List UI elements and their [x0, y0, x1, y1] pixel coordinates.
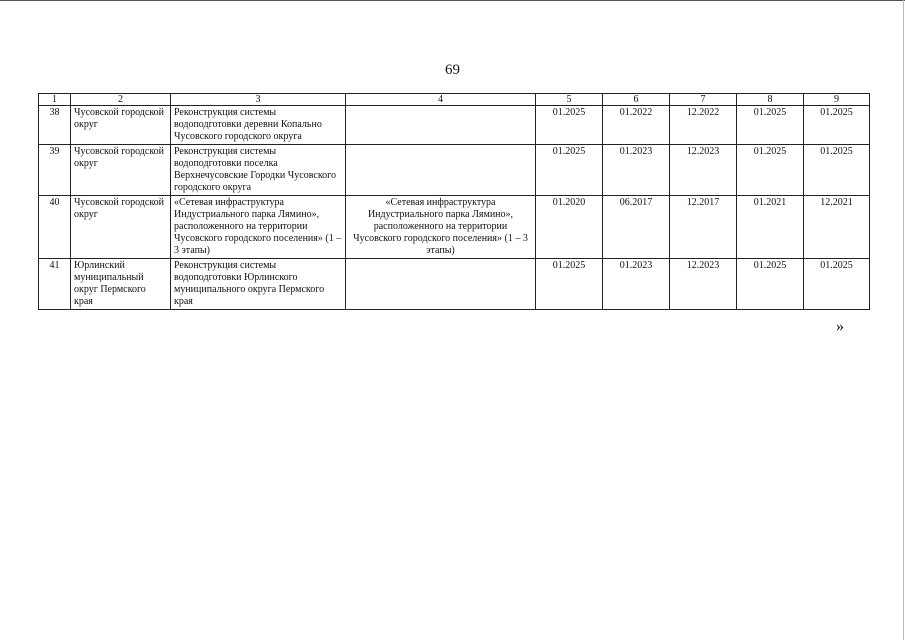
date-cell-8: 01.2025 [737, 259, 804, 310]
date-cell-8: 01.2025 [737, 106, 804, 145]
date-cell-5: 01.2025 [536, 259, 603, 310]
header-cell-1: 1 [39, 94, 71, 106]
district-cell: Чусовской городской округ [71, 145, 171, 196]
date-cell-7: 12.2023 [670, 259, 737, 310]
table-row [39, 106, 870, 145]
header-cell-7: 7 [670, 94, 737, 106]
date-cell-9: 12.2021 [804, 196, 870, 259]
project-name-cell: Реконструкция системы водоподготовки Юрлинского муниципального округа Пермского края [171, 259, 346, 310]
date-cell-7: 12.2017 [670, 196, 737, 259]
row-number: 38 [39, 106, 71, 145]
object-cell [346, 145, 536, 196]
header-cell-9: 9 [804, 94, 870, 106]
row-number: 40 [39, 196, 71, 259]
date-cell-5: 01.2025 [536, 145, 603, 196]
project-name-cell: Реконструкция системы водоподготовки деревни Копально Чусовского городского округа [171, 106, 346, 145]
district-cell: Чусовской городской округ [71, 196, 171, 259]
date-cell-8: 01.2025 [737, 145, 804, 196]
header-cell-8: 8 [737, 94, 804, 106]
page-number: 69 [445, 62, 460, 78]
project-name-cell: «Сетевая инфраструктура Индустриального парка Лямино», расположенного на территории Чусовского городского поселения» (1 – 3 этапы) [171, 196, 346, 259]
date-cell-8: 01.2021 [737, 196, 804, 259]
date-cell-7: 12.2023 [670, 145, 737, 196]
scan-edge-top [0, 0, 905, 1]
date-cell-9: 01.2025 [804, 259, 870, 310]
project-name-cell: Реконструкция системы водоподготовки поселка Верхнечусовские Городки Чусовского городского округа [171, 145, 346, 196]
district-cell: Юрлинский муниципальный округ Пермского края [71, 259, 171, 310]
district-cell: Чусовской городской округ [71, 106, 171, 145]
object-cell [346, 106, 536, 145]
date-cell-5: 01.2025 [536, 106, 603, 145]
header-cell-3: 3 [171, 94, 346, 106]
date-cell-6: 01.2023 [603, 145, 670, 196]
object-cell [346, 259, 536, 310]
date-cell-6: 01.2022 [603, 106, 670, 145]
header-row [39, 94, 870, 106]
header-cell-4: 4 [346, 94, 536, 106]
row-number: 41 [39, 259, 71, 310]
date-cell-6: 01.2023 [603, 259, 670, 310]
table-row [39, 196, 870, 259]
registry-table [38, 93, 870, 310]
object-cell: «Сетевая инфраструктура Индустриального парка Лямино», расположенного на территории Чусовского городского поселения» (1 – 3 этапы) [346, 196, 536, 259]
date-cell-7: 12.2022 [670, 106, 737, 145]
row-number: 39 [39, 145, 71, 196]
header-cell-2: 2 [71, 94, 171, 106]
table-row [39, 145, 870, 196]
scan-edge-right [903, 0, 904, 640]
closing-quote-mark: » [836, 318, 844, 335]
header-cell-6: 6 [603, 94, 670, 106]
date-cell-5: 01.2020 [536, 196, 603, 259]
header-cell-5: 5 [536, 94, 603, 106]
date-cell-6: 06.2017 [603, 196, 670, 259]
table-row [39, 259, 870, 310]
date-cell-9: 01.2025 [804, 106, 870, 145]
date-cell-9: 01.2025 [804, 145, 870, 196]
